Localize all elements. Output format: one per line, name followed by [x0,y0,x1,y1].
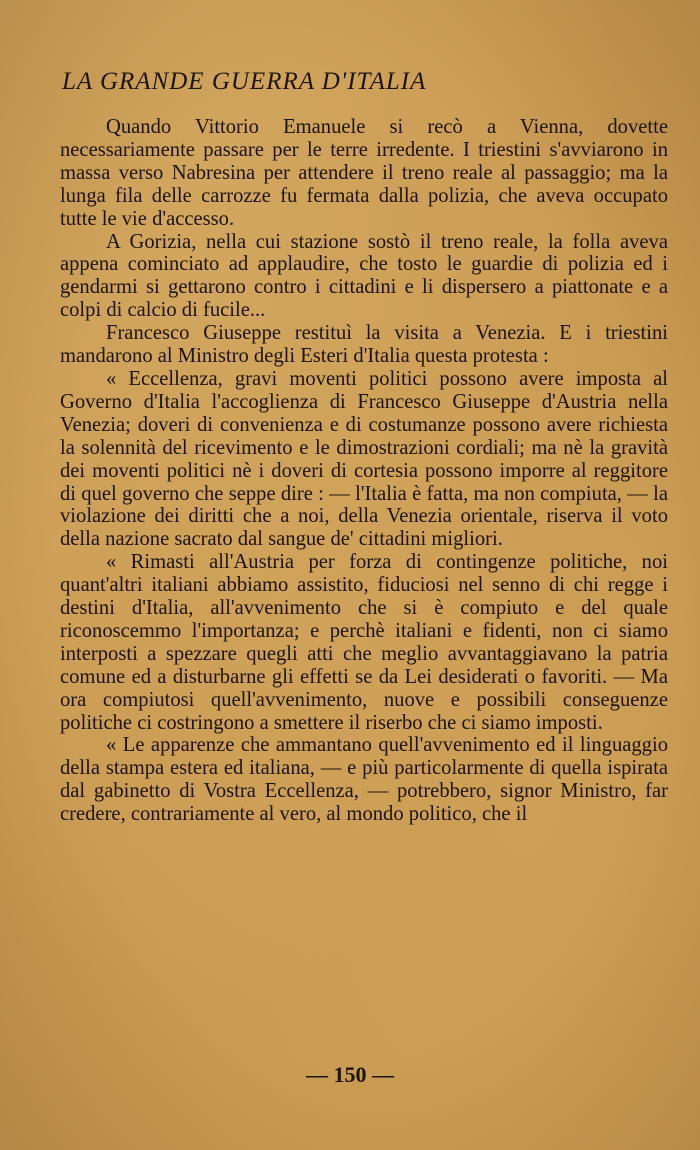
body-text [60,116,668,826]
paragraph-vienna-visit: Quando Vittorio Emanuele si recò a Vienna, dovette necessariamente passare per le terre irredente. I triestini s'avviarono in massa verso Nabresina per attendere il treno reale al passaggio; ma la lunga fila delle carrozze fu fermata dalla polizia, che aveva occupato tutte le vie d'accesso. [60,116,668,230]
paragraph-protest-1: « Eccellenza, gravi moventi politici possono avere imposta al Governo d'Italia l'accoglienza di Francesco Giuseppe d'Austria nella Venezia; doveri di convenienza e di costumanze possono avere richiesta la solennità del ricevimento e le dimostrazioni cordiali; ma nè la gravità dei moventi politici nè i doveri di cortesia possono imporre al reggitore di quel governo che seppe dire : — l'Italia è fatta, ma non compiuta, — la violazione dei diritti che a noi, della Venezia orientale, riserva il voto della nazione sacrato dal sangue de' cittadini migliori. [60,367,668,551]
paragraph-protest-2: « Rimasti all'Austria per forza di contingenze politiche, noi quant'altri italiani abbiamo assistito, fiduciosi nel senno di chi regge i destini d'Italia, all'avvenimento che si è compiuto e del quale riconoscemmo l'importanza; e perchè italiani e fidenti, non ci siamo interposti a spezzare quegli atti che meglio avvantaggiavano la patria comune ed a disturbarne gli effetti se da Lei desiderati o favoriti. — Ma ora compiutosi quell'avvenimento, nuove e possibili conseguenze politiche ci costringono a smettere il riserbo che ci siamo imposti. [60,551,668,734]
page-number: — 150 — [306,1062,394,1087]
paragraph-gorizia: A Gorizia, nella cui stazione sostò il treno reale, la folla aveva appena cominciato ad applaudire, che tosto le guardie di polizia ed i gendarmi si gettarono contro i cittadini e li dispersero a piattonate e a colpi di calcio di fucile... [60,230,668,322]
running-head: LA GRANDE GUERRA D'ITALIA [62,68,427,95]
paragraph-protest-3: « Le apparenze che ammantano quell'avvenimento ed il linguaggio della stampa estera ed italiana, — e più particolarmente di quella ispirata dal gabinetto di Vostra Eccellenza, — potrebbero, signor Ministro, far credere, contrariamente al vero, al mondo politico, che il [60,734,668,826]
paragraph-venice-visit: Francesco Giuseppe restituì la visita a Venezia. E i triestini mandarono al Ministro degli Esteri d'Italia questa protesta : [60,322,668,368]
